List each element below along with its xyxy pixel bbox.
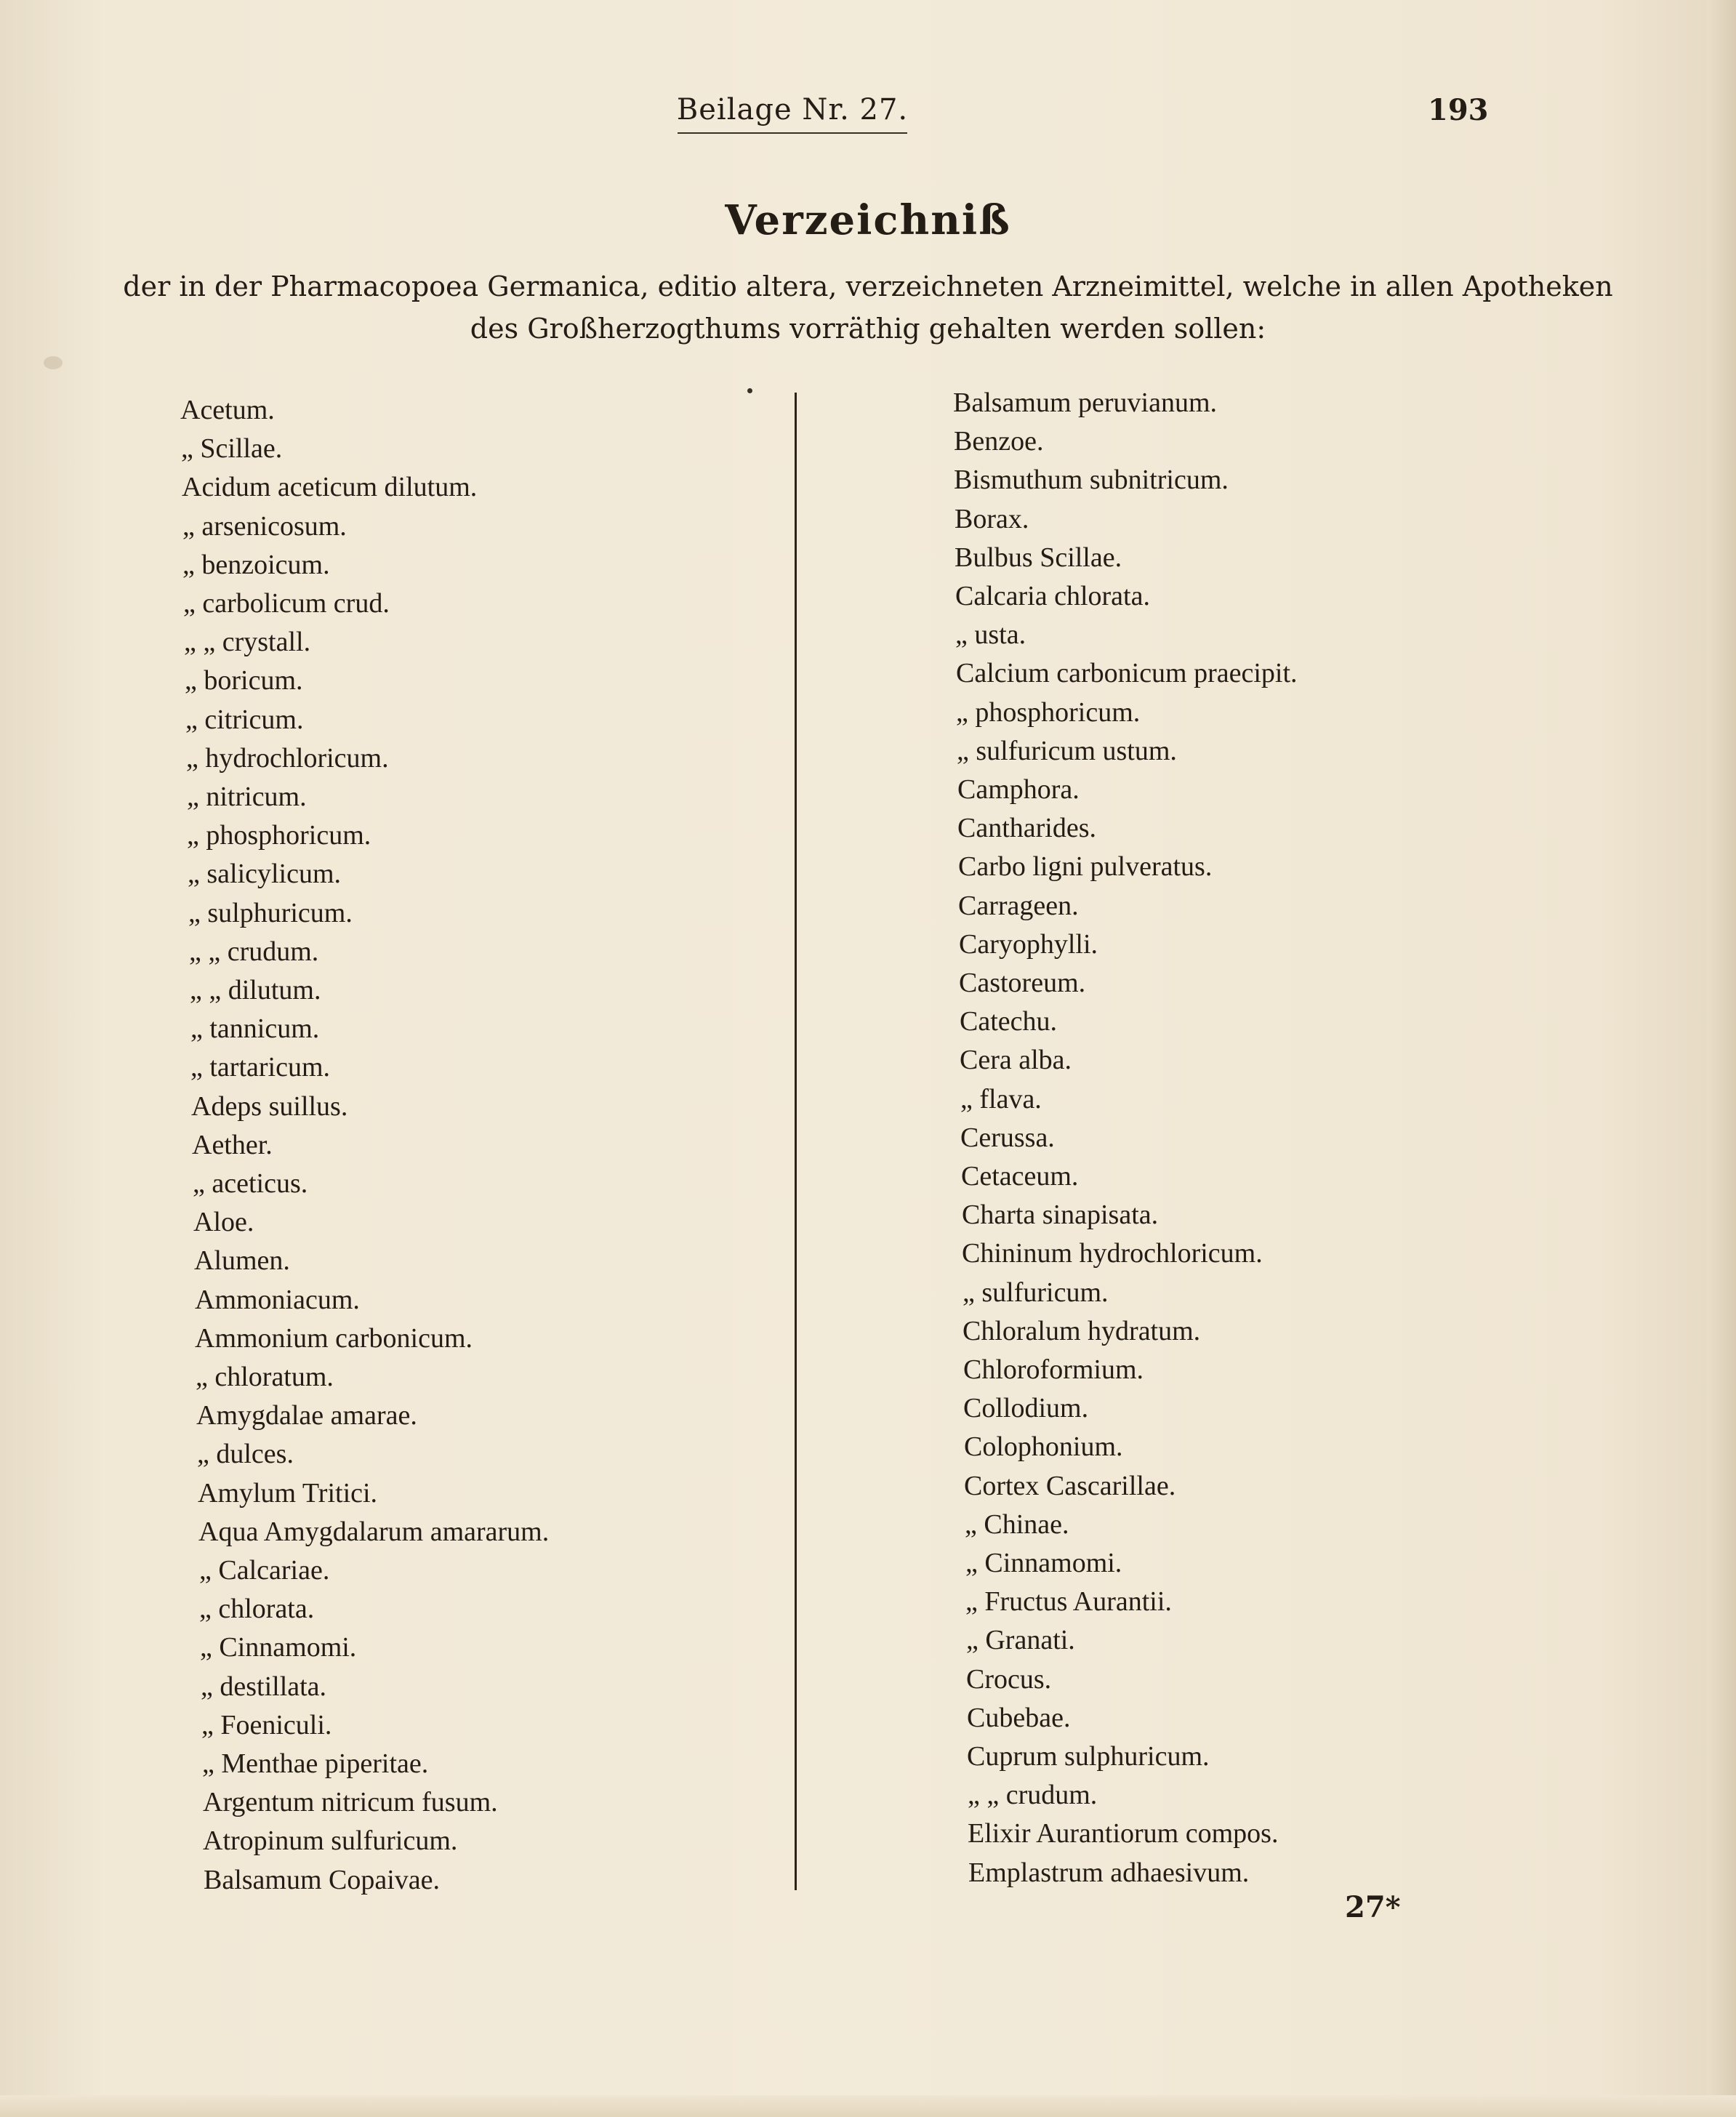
subtitle-line-1: der in der Pharmacopoea Germanica, editio altera, verzeichneten Arzneimittel, welche in allen Apotheken: [123, 270, 1613, 302]
list-item: „ Menthae piperitae.: [202, 1748, 429, 1779]
subtitle-line-2: des Großherzogthums vorräthig gehalten werden sollen:: [470, 313, 1266, 345]
list-item: „ aceticus.: [193, 1168, 308, 1199]
list-item: Amylum Tritici.: [198, 1478, 378, 1509]
list-item: „ Foeniculi.: [201, 1710, 332, 1740]
list-item: „ „ dilutum.: [190, 975, 321, 1005]
list-item: „ boricum.: [185, 665, 303, 696]
list-item: „ sulphuricum.: [188, 898, 353, 928]
list-item: Cubebae.: [967, 1703, 1071, 1733]
list-item: Chloralum hydratum.: [963, 1316, 1201, 1346]
list-item: Cera alba.: [960, 1045, 1072, 1075]
list-item: „ hydrochloricum.: [186, 743, 389, 774]
list-item: Carbo ligni pulveratus.: [958, 851, 1213, 882]
list-item: Calcium carbonicum praecipit.: [956, 658, 1298, 688]
list-item: Bismuthum subnitricum.: [954, 465, 1229, 495]
header-underline: [678, 132, 907, 134]
list-item: Carrageen.: [958, 891, 1079, 921]
list-item: „ destillata.: [201, 1671, 327, 1702]
list-item: „ Cinnamomi.: [200, 1632, 357, 1663]
list-item: Acetum.: [180, 395, 275, 425]
list-item: Collodium.: [963, 1393, 1089, 1423]
list-item: „ flava.: [960, 1084, 1042, 1114]
list-item: „ Granati.: [966, 1625, 1075, 1655]
list-item: Benzoe.: [954, 426, 1044, 457]
page-number: 193: [1428, 93, 1489, 127]
column-divider: [795, 393, 797, 1890]
list-item: „ citricum.: [185, 704, 304, 735]
list-item: Cerussa.: [960, 1122, 1055, 1153]
list-item: „ usta.: [955, 619, 1026, 650]
list-item: Atropinum sulfuricum.: [203, 1825, 458, 1856]
list-item: „ benzoicum.: [182, 550, 330, 580]
paper-stain: [44, 356, 63, 369]
list-item: Cuprum sulphuricum.: [967, 1741, 1210, 1772]
list-item: „ chlorata.: [199, 1594, 315, 1624]
list-item: „ Cinnamomi.: [965, 1548, 1122, 1578]
list-item: Ammonium carbonicum.: [195, 1323, 473, 1354]
list-item: Cantharides.: [957, 813, 1097, 843]
list-item: Camphora.: [957, 774, 1080, 805]
list-item: Catechu.: [960, 1006, 1058, 1037]
list-item: „ Calcariae.: [199, 1555, 330, 1586]
list-item: Argentum nitricum fusum.: [203, 1787, 498, 1817]
list-item: „ „ crudum.: [189, 936, 319, 967]
page-bottom-edge: [0, 2095, 1736, 2117]
list-item: Caryophylli.: [959, 929, 1098, 960]
page-edge-shadow: [1707, 0, 1736, 2117]
list-item: „ salicylicum.: [188, 859, 342, 889]
list-item: Amygdalae amarae.: [196, 1400, 417, 1431]
list-item: „ dulces.: [197, 1439, 294, 1469]
list-item: Emplastrum adhaesivum.: [968, 1857, 1250, 1888]
list-item: Bulbus Scillae.: [955, 542, 1122, 573]
list-item: „ tartaricum.: [190, 1052, 331, 1082]
list-item: Charta sinapisata.: [962, 1200, 1159, 1230]
list-item: „ nitricum.: [187, 782, 307, 812]
list-item: Balsamum peruvianum.: [953, 387, 1218, 418]
list-item: Castoreum.: [959, 968, 1086, 998]
list-item: Adeps suillus.: [191, 1091, 348, 1122]
signature-mark: 27*: [1345, 1890, 1401, 1924]
list-item: Acidum aceticum dilutum.: [182, 472, 478, 502]
list-item: Colophonium.: [964, 1431, 1123, 1462]
list-item: Ammoniacum.: [195, 1285, 360, 1315]
list-item: „ sulfuricum ustum.: [957, 736, 1177, 766]
list-item: „ chloratum.: [196, 1362, 334, 1392]
list-item: „ tannicum.: [190, 1013, 320, 1044]
list-item: Balsamum Copaivae.: [204, 1865, 441, 1895]
header-title: Beilage Nr. 27.: [676, 93, 909, 126]
list-item: „ arsenicosum.: [182, 511, 347, 542]
list-item: Crocus.: [966, 1664, 1052, 1695]
ink-dot: [747, 388, 752, 393]
list-item: Chloroformium.: [963, 1354, 1144, 1385]
list-item: „ Fructus Aurantii.: [965, 1586, 1172, 1617]
list-item: Borax.: [955, 504, 1029, 534]
list-item: „ „ crudum.: [968, 1780, 1098, 1810]
list-item: Cetaceum.: [961, 1161, 1079, 1192]
list-item: „ „ crystall.: [184, 627, 311, 657]
list-item: „ phosphoricum.: [956, 697, 1141, 728]
list-item: Aqua Amygdalarum amararum.: [198, 1517, 550, 1547]
list-item: Alumen.: [194, 1245, 290, 1276]
list-item: Chininum hydrochloricum.: [962, 1238, 1263, 1269]
list-item: Cortex Cascarillae.: [964, 1471, 1176, 1501]
list-item: „ phosphoricum.: [187, 820, 371, 851]
list-item: „ carbolicum crud.: [183, 588, 390, 619]
list-item: „ sulfuricum.: [963, 1277, 1109, 1308]
document-title: Verzeichniß: [725, 196, 1011, 244]
list-item: Aether.: [192, 1130, 273, 1160]
list-item: „ Chinae.: [965, 1509, 1069, 1540]
list-item: „ Scillae.: [181, 433, 283, 464]
list-item: Calcaria chlorata.: [955, 581, 1150, 611]
list-item: Aloe.: [193, 1207, 254, 1237]
list-item: Elixir Aurantiorum compos.: [968, 1818, 1279, 1849]
